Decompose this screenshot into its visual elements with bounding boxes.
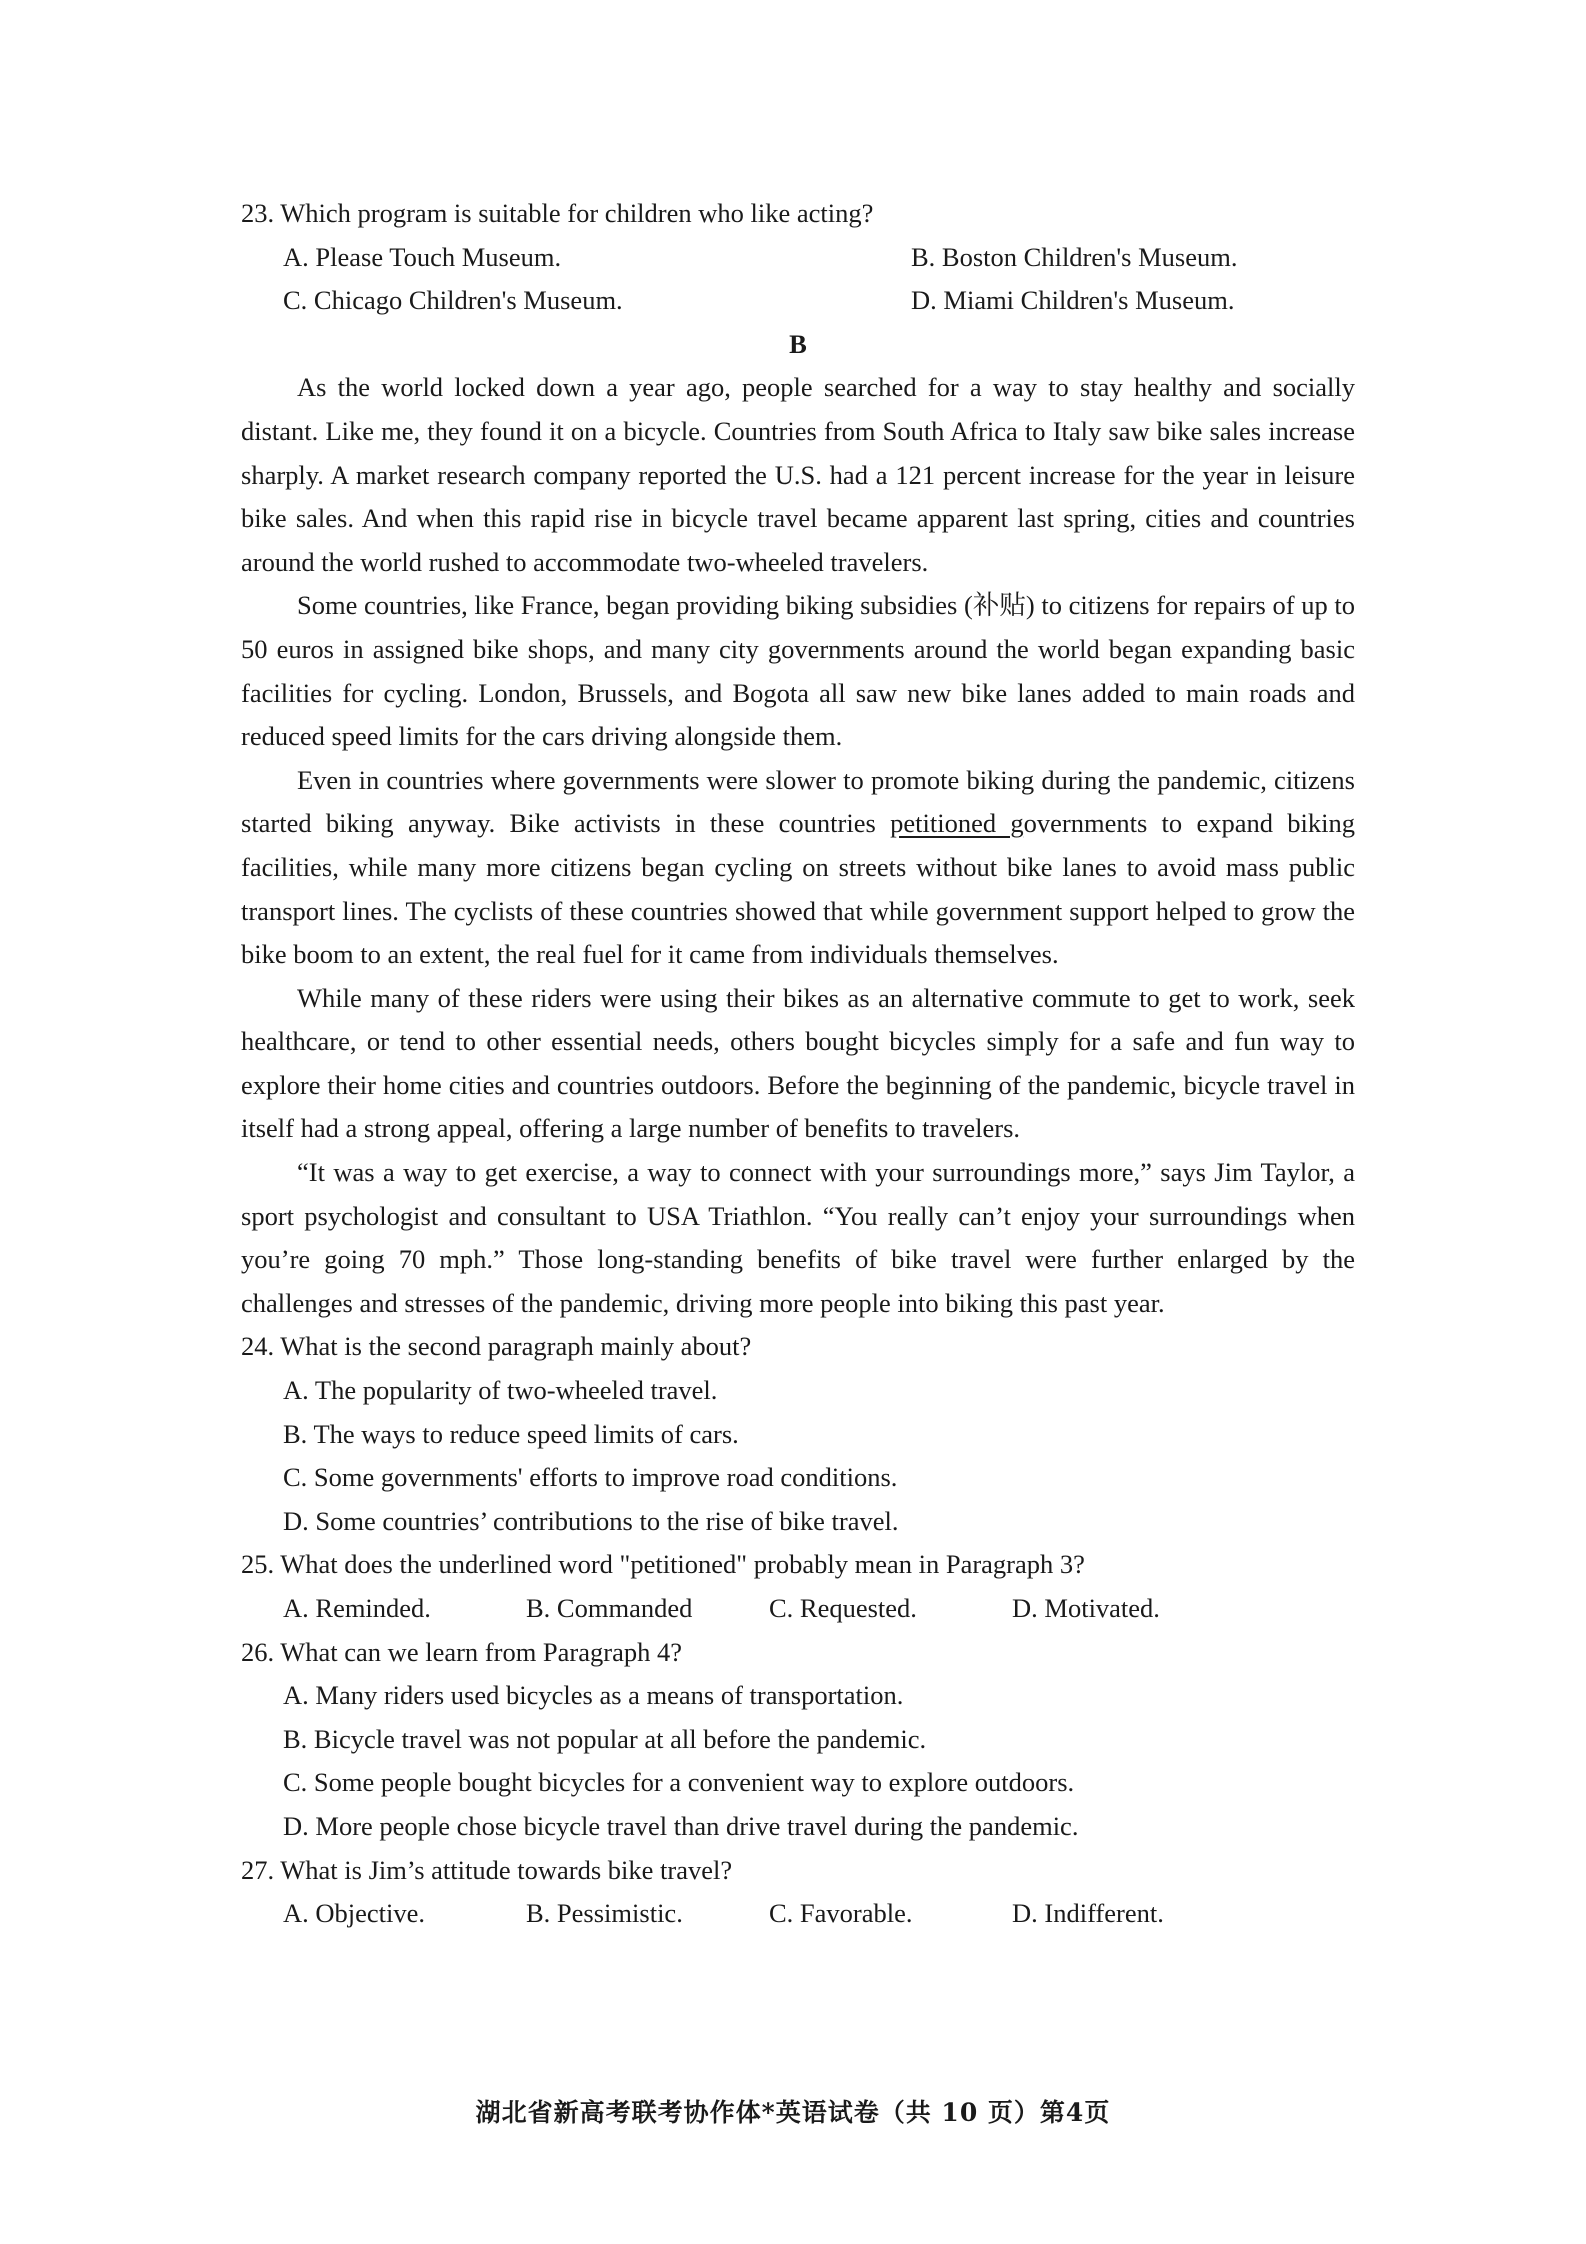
question-26-option-c: C. Some people bought bicycles for a convenient way to explore outdoors. — [283, 1767, 1075, 1798]
passage-paragraph-2: Some countries, like France, began providing biking subsidies (补贴) to citizens for repairs of up to 50 euros in assigned bike shops, and many city governments around the world began expanding basic facilities for cycling. London, Brussels, and Bogota all saw new bike lanes added to main roads and reduced speed limits for the cars driving alongside them. — [241, 590, 1355, 752]
question-27-options — [241, 1892, 1355, 1936]
question-27-stem: 27. What is Jim’s attitude towards bike travel? — [241, 1854, 733, 1885]
question-27-option-b: B. Pessimistic. — [526, 1898, 683, 1929]
question-23-option-c: C. Chicago Children's Museum. — [283, 285, 623, 316]
question-27-option-c: C. Favorable. — [769, 1898, 913, 1929]
question-23-options-row-2 — [241, 279, 1355, 323]
passage-paragraph-3 — [241, 759, 1355, 977]
question-24-option-b: B. The ways to reduce speed limits of cars. — [283, 1418, 739, 1449]
question-26-option-b: B. Bicycle travel was not popular at all before the pandemic. — [283, 1723, 927, 1754]
question-25-options — [241, 1587, 1355, 1631]
question-27-option-d: D. Indifferent. — [1012, 1898, 1164, 1929]
question-23-options-row-1 — [241, 236, 1355, 280]
question-25-option-b: B. Commanded — [526, 1593, 693, 1623]
passage-paragraph-1: As the world locked down a year ago, people searched for a way to stay healthy and socially distant. Like me, they found it on a bicycle. Countries from South Africa to Italy saw bike sales increase sharply. A market research company reported the U.S. had a 121 percent increase for the year in leisure bike sales. And when this rapid rise in bicycle travel became apparent last spring, cities and countries around the world rushed to accommodate two-wheeled travelers. — [241, 372, 1355, 577]
exam-page-content — [241, 192, 1355, 1936]
question-26-option-d: D. More people chose bicycle travel than drive travel during the pandemic. — [283, 1810, 1079, 1841]
paragraph-3-text-before: Even in countries where governments were slower to promote biking during the pandemic, citizens started biking anyway. Bike activists in these countries — [241, 764, 1355, 839]
question-23-option-b: B. Boston Children's Museum. — [911, 241, 1238, 272]
passage-paragraph-4: While many of these riders were using their bikes as an alternative commute to get to work, seek healthcare, or tend to other essential needs, others bought bicycles simply for a safe and fun way to explore their home cities and countries outdoors. Before the beginning of the pandemic, bicycle travel in itself had a strong appeal, offering a large number of benefits to travelers. — [241, 982, 1355, 1144]
question-24-option-a: A. The popularity of two-wheeled travel. — [283, 1375, 718, 1406]
question-23-stem: 23. Which program is suitable for children who like acting? — [241, 198, 874, 228]
question-25-option-a: A. Reminded. — [283, 1593, 431, 1623]
section-heading: B — [789, 328, 807, 359]
question-26-stem: 26. What can we learn from Paragraph 4? — [241, 1636, 682, 1667]
question-25-option-c: C. Requested. — [769, 1593, 917, 1623]
question-26-option-a: A. Many riders used bicycles as a means of transportation. — [283, 1680, 904, 1711]
question-25-stem: 25. What does the underlined word "petitioned" probably mean in Paragraph 3? — [241, 1549, 1085, 1580]
question-23-option-d: D. Miami Children's Museum. — [911, 285, 1235, 316]
page-footer: 湖北省新高考联考协作体*英语试卷（共 10 页）第4页 — [475, 2098, 1111, 2127]
passage-paragraph-5: “It was a way to get exercise, a way to connect with your surroundings more,” says Jim Taylor, a sport psychologist and consultant to USA Triathlon. “You really can’t enjoy your surroundings when you’re going 70 mph.” Those long-standing benefits of bike travel were further enlarged by the challenges and stresses of the pandemic, driving more people into biking this past year. — [241, 1157, 1355, 1318]
question-25-option-d: D. Motivated. — [1012, 1593, 1160, 1623]
paragraph-3-text-after: overnments to expand biking facilities, while many more citizens began cycling on streets without bike lanes to avoid mass public transport lines. The cyclists of these countries showed that while government support helped to grow the bike boom to an extent, the real fuel for it came from individuals themselves. — [241, 808, 1355, 970]
question-23-option-a: A. Please Touch Museum. — [283, 241, 562, 272]
question-24-stem: 24. What is the second paragraph mainly about? — [241, 1331, 752, 1362]
question-27-option-a: A. Objective. — [283, 1898, 426, 1929]
question-24-option-c: C. Some governments' efforts to improve road conditions. — [283, 1462, 898, 1493]
question-24-option-d: D. Some countries’ contributions to the rise of bike travel. — [283, 1505, 899, 1536]
underlined-word-petitioned: petitioned g — [890, 808, 1024, 839]
